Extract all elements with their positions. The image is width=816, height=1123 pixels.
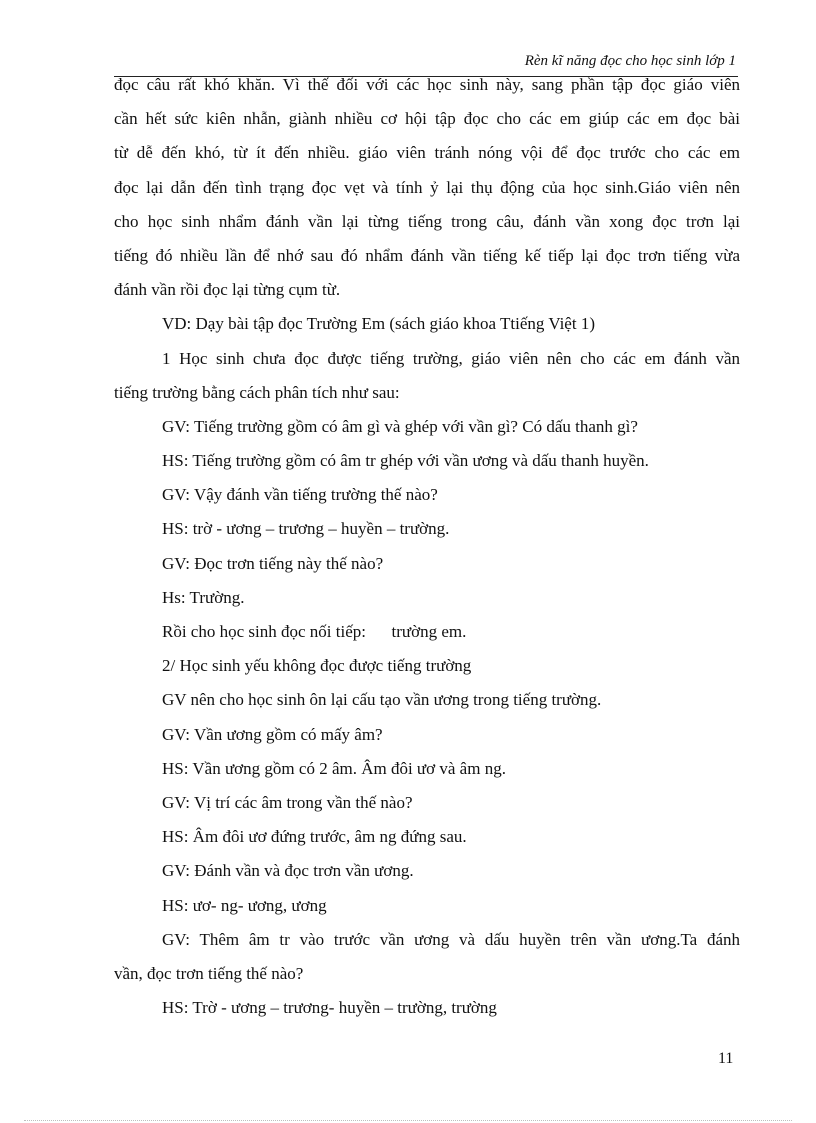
dialogue-line: GV: Thêm âm tr vào trước vần ương và dấu huyền trên vần ương.Ta đánh: [162, 929, 740, 949]
running-title: Rèn kĩ năng đọc cho học sinh lớp 1: [524, 53, 736, 69]
dialogue-line: GV: Đánh vần và đọc trơn vần ương.: [162, 861, 414, 881]
dialogue-line: GV: Đọc trơn tiếng này thế nào?: [162, 553, 384, 573]
dialogue-line: GV: Vậy đánh vần tiếng trường thế nào?: [162, 485, 438, 505]
text-line: đọc lại dẫn đến tình trạng đọc vẹt và tính ỷ lại thụ động của học sinh.Giáo viên nên: [114, 177, 740, 197]
text-line: từ dễ đến khó, từ ít đến nhiều. giáo viên tránh nóng vội để đọc trước cho các em: [114, 143, 740, 163]
text-line: 1 Học sinh chưa đọc được tiếng trường, giáo viên nên cho các em đánh vần: [162, 348, 740, 368]
text-line: tiếng đó nhiều lần để nhớ sau đó nhẩm đánh vần tiếng kế tiếp lại đọc trơn tiếng vừa: [114, 245, 740, 265]
text-line: đánh vần rồi đọc lại từng cụm từ.: [114, 280, 341, 300]
text-line: tiếng trường bằng cách phân tích như sau:: [114, 382, 400, 402]
dialogue-line: GV: Tiếng trường gồm có âm gì và ghép với vần gì? Có dấu thanh gì?: [162, 416, 638, 436]
text-line: 2/ Học sinh yếu không đọc được tiếng trường: [162, 656, 472, 676]
dialogue-line: HS: Trờ - ương – trương- huyền – trường, trường: [162, 998, 497, 1018]
dialogue-line: GV: Vị trí các âm trong vần thế nào?: [162, 792, 413, 812]
dialogue-line: Hs: Trường.: [162, 587, 245, 607]
page-number: 11: [718, 1050, 734, 1067]
text-line: cho học sinh nhẩm đánh vần lại từng tiếng trong câu, đánh vần xong đọc trơn lại: [114, 211, 740, 231]
dialogue-line: HS: Vần ương gồm có 2 âm. Âm đôi ươ và âm ng.: [162, 758, 506, 778]
text-line: GV nên cho học sinh ôn lại cấu tạo vần ương trong tiếng trường.: [162, 690, 602, 710]
text-line: Rồi cho học sinh đọc nối tiếp: trường em.: [162, 622, 467, 641]
text-line: đọc câu rất khó khăn. Vì thế đối với các học sinh này, sang phần tập đọc giáo viên: [114, 75, 740, 94]
dialogue-line: HS: Tiếng trường gồm có âm tr ghép với vần ương và dấu thanh huyền.: [162, 451, 649, 471]
dialogue-line: HS: Âm đôi ươ đứng trước, âm ng đứng sau.: [162, 827, 467, 847]
text-line: vần, đọc trơn tiếng thế nào?: [114, 963, 304, 983]
text-line: cần hết sức kiên nhẫn, giành nhiều cơ hội tập đọc cho các em giúp các em đọc bài: [114, 109, 740, 129]
dialogue-line: HS: ươ- ng- ương, ương: [162, 895, 327, 915]
body-text: [114, 68, 740, 1025]
dialogue-line: HS: trờ - ương – trương – huyền – trường.: [162, 519, 450, 539]
footer-divider: [24, 1120, 792, 1121]
dialogue-line: GV: Vần ương gồm có mấy âm?: [162, 724, 383, 744]
example-heading: VD: Dạy bài tập đọc Trường Em (sách giáo khoa Ttiếng Việt 1): [162, 314, 595, 334]
